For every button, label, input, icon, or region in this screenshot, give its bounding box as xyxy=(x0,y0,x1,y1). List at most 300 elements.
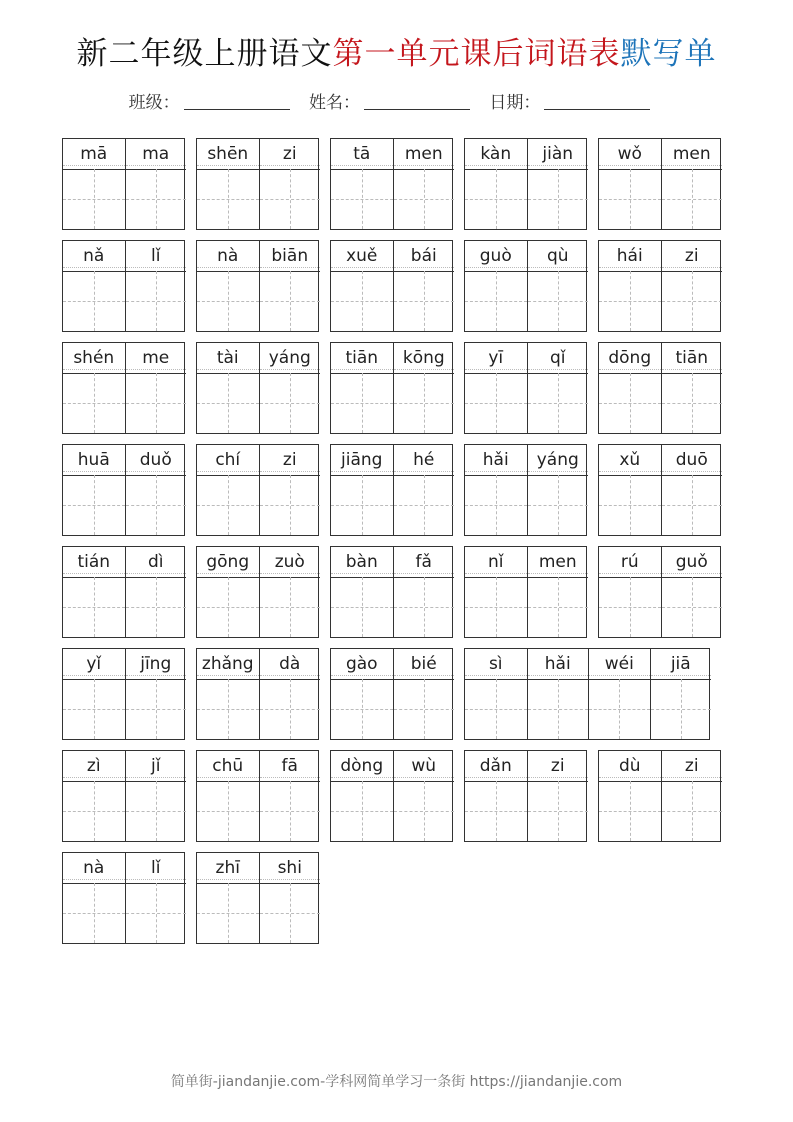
writing-square[interactable] xyxy=(662,577,723,637)
character-cell[interactable] xyxy=(331,445,393,535)
character-cell[interactable] xyxy=(661,343,723,433)
character-cell[interactable] xyxy=(527,241,589,331)
word-box xyxy=(598,750,721,842)
word-box xyxy=(196,240,319,332)
writing-square[interactable] xyxy=(394,577,455,637)
word-box xyxy=(330,444,453,536)
character-cell[interactable] xyxy=(259,445,321,535)
word-box xyxy=(598,546,721,638)
writing-square[interactable] xyxy=(63,373,125,433)
writing-square[interactable] xyxy=(662,373,723,433)
name-label: 姓名： xyxy=(309,93,360,113)
guide-line-vertical xyxy=(692,373,693,433)
character-cell[interactable] xyxy=(331,343,393,433)
writing-square[interactable] xyxy=(331,475,393,535)
guide-line-vertical xyxy=(94,679,95,739)
character-cell[interactable] xyxy=(259,547,321,637)
guide-line-vertical xyxy=(228,679,229,739)
character-cell[interactable] xyxy=(599,343,661,433)
writing-square[interactable] xyxy=(465,781,527,841)
pinyin-label: lǐ xyxy=(126,853,187,884)
pinyin-label: tài xyxy=(197,343,259,374)
character-cell[interactable] xyxy=(661,751,723,841)
pinyin-label: wù xyxy=(394,751,455,782)
guide-line-vertical xyxy=(290,883,291,943)
guide-line-vertical xyxy=(156,883,157,943)
writing-square[interactable] xyxy=(197,781,259,841)
word-box xyxy=(330,648,453,740)
guide-line-vertical xyxy=(630,475,631,535)
writing-square[interactable] xyxy=(197,577,259,637)
pinyin-label: nǎ xyxy=(63,241,125,272)
guide-line-vertical xyxy=(424,373,425,433)
writing-square[interactable] xyxy=(599,373,661,433)
guide-line-vertical xyxy=(692,271,693,331)
character-cell[interactable] xyxy=(527,751,589,841)
guide-line-vertical xyxy=(94,883,95,943)
writing-square[interactable] xyxy=(394,373,455,433)
writing-square[interactable] xyxy=(126,679,187,739)
guide-line-vertical xyxy=(156,271,157,331)
writing-square[interactable] xyxy=(662,169,723,229)
writing-square[interactable] xyxy=(126,169,187,229)
writing-square[interactable] xyxy=(465,679,527,739)
writing-square[interactable] xyxy=(126,271,187,331)
guide-line-vertical xyxy=(156,679,157,739)
word-box xyxy=(196,546,319,638)
guide-line-vertical xyxy=(290,781,291,841)
word-box xyxy=(330,342,453,434)
pinyin-label: jiāng xyxy=(331,445,393,476)
writing-square[interactable] xyxy=(394,271,455,331)
character-cell[interactable] xyxy=(125,649,187,739)
writing-square[interactable] xyxy=(528,169,589,229)
character-cell[interactable] xyxy=(465,241,527,331)
pinyin-label: dù xyxy=(599,751,661,782)
character-cell[interactable] xyxy=(393,241,455,331)
character-cell[interactable] xyxy=(63,241,125,331)
pinyin-label: zuò xyxy=(260,547,321,578)
name-blank[interactable] xyxy=(364,93,470,110)
character-cell[interactable] xyxy=(599,751,661,841)
pinyin-label: tiān xyxy=(331,343,393,374)
character-cell[interactable] xyxy=(197,139,259,229)
guide-line-vertical xyxy=(496,373,497,433)
pinyin-label: hé xyxy=(394,445,455,476)
character-cell[interactable] xyxy=(197,445,259,535)
character-cell[interactable] xyxy=(197,343,259,433)
guide-line-vertical xyxy=(94,373,95,433)
writing-square[interactable] xyxy=(331,577,393,637)
writing-square[interactable] xyxy=(528,781,589,841)
word-box xyxy=(62,240,185,332)
guide-line-vertical xyxy=(496,577,497,637)
character-cell[interactable] xyxy=(259,241,321,331)
pinyin-label: chū xyxy=(197,751,259,782)
guide-line-vertical xyxy=(558,373,559,433)
writing-square[interactable] xyxy=(197,373,259,433)
writing-square[interactable] xyxy=(528,271,589,331)
pinyin-label: zhǎng xyxy=(197,649,259,680)
writing-square[interactable] xyxy=(260,679,321,739)
guide-line-vertical xyxy=(496,781,497,841)
pinyin-label: tián xyxy=(63,547,125,578)
character-cell[interactable] xyxy=(599,241,661,331)
character-cell[interactable] xyxy=(465,649,527,739)
pinyin-label: chí xyxy=(197,445,259,476)
character-cell[interactable] xyxy=(197,547,259,637)
writing-square[interactable] xyxy=(126,883,187,943)
character-cell[interactable] xyxy=(259,343,321,433)
pinyin-label: jīng xyxy=(126,649,187,680)
guide-line-vertical xyxy=(362,169,363,229)
pinyin-label: bàn xyxy=(331,547,393,578)
character-cell[interactable] xyxy=(331,139,393,229)
character-cell[interactable] xyxy=(527,547,589,637)
writing-square[interactable] xyxy=(599,781,661,841)
word-box xyxy=(62,852,185,944)
student-info-line xyxy=(0,88,793,113)
writing-square[interactable] xyxy=(465,475,527,535)
writing-square[interactable] xyxy=(260,883,321,943)
guide-line-vertical xyxy=(156,781,157,841)
word-box xyxy=(196,342,319,434)
pinyin-label: dōng xyxy=(599,343,661,374)
writing-square[interactable] xyxy=(662,475,723,535)
pinyin-label: wǒ xyxy=(599,139,661,170)
guide-line-vertical xyxy=(558,475,559,535)
character-cell[interactable] xyxy=(331,649,393,739)
writing-square[interactable] xyxy=(651,679,712,739)
word-box xyxy=(464,342,587,434)
date-label: 日期： xyxy=(489,93,541,113)
guide-line-vertical xyxy=(94,271,95,331)
writing-square[interactable] xyxy=(260,169,321,229)
word-box xyxy=(62,750,185,842)
guide-line-vertical xyxy=(362,475,363,535)
writing-square[interactable] xyxy=(599,271,661,331)
word-box xyxy=(330,240,453,332)
writing-square[interactable] xyxy=(260,475,321,535)
writing-square[interactable] xyxy=(63,475,125,535)
word-box xyxy=(62,138,185,230)
writing-square[interactable] xyxy=(528,475,589,535)
word-box xyxy=(598,342,721,434)
character-cell[interactable] xyxy=(465,547,527,637)
character-cell[interactable] xyxy=(393,445,455,535)
pinyin-label: hǎi xyxy=(465,445,527,476)
writing-square[interactable] xyxy=(394,679,455,739)
guide-line-vertical xyxy=(424,679,425,739)
character-cell[interactable] xyxy=(661,241,723,331)
character-cell[interactable] xyxy=(599,445,661,535)
writing-square[interactable] xyxy=(394,169,455,229)
writing-square[interactable] xyxy=(528,373,589,433)
writing-square[interactable] xyxy=(599,169,661,229)
character-cell[interactable] xyxy=(465,139,527,229)
character-cell[interactable] xyxy=(527,649,589,739)
writing-square[interactable] xyxy=(465,169,527,229)
pinyin-label: shēn xyxy=(197,139,259,170)
word-box xyxy=(62,546,185,638)
character-cell[interactable] xyxy=(125,751,187,841)
pinyin-label: zi xyxy=(662,751,723,782)
character-cell[interactable] xyxy=(259,853,321,943)
character-cell[interactable] xyxy=(125,445,187,535)
guide-line-vertical xyxy=(94,169,95,229)
writing-square[interactable] xyxy=(589,679,650,739)
pinyin-label: jiā xyxy=(651,649,712,680)
writing-square[interactable] xyxy=(260,271,321,331)
guide-line-vertical xyxy=(290,169,291,229)
guide-line-vertical xyxy=(362,373,363,433)
pinyin-label: dòng xyxy=(331,751,393,782)
class-blank[interactable] xyxy=(184,93,290,110)
guide-line-vertical xyxy=(692,781,693,841)
writing-square[interactable] xyxy=(63,781,125,841)
character-cell[interactable] xyxy=(63,853,125,943)
pinyin-label: zi xyxy=(662,241,723,272)
writing-square[interactable] xyxy=(197,679,259,739)
word-box xyxy=(330,546,453,638)
guide-line-vertical xyxy=(424,475,425,535)
pinyin-label: guò xyxy=(465,241,527,272)
writing-square[interactable] xyxy=(331,679,393,739)
character-cell[interactable] xyxy=(393,649,455,739)
guide-line-vertical xyxy=(362,781,363,841)
guide-line-vertical xyxy=(228,781,229,841)
word-box xyxy=(330,750,453,842)
character-cell[interactable] xyxy=(650,649,712,739)
pinyin-label: bái xyxy=(394,241,455,272)
character-cell[interactable] xyxy=(63,751,125,841)
writing-square[interactable] xyxy=(465,577,527,637)
pinyin-label: zi xyxy=(528,751,589,782)
character-cell[interactable] xyxy=(197,649,259,739)
character-cell[interactable] xyxy=(393,343,455,433)
writing-square[interactable] xyxy=(331,781,393,841)
page-title xyxy=(0,28,793,73)
pinyin-label: kōng xyxy=(394,343,455,374)
character-cell[interactable] xyxy=(599,139,661,229)
guide-line-vertical xyxy=(228,577,229,637)
guide-line-vertical xyxy=(681,679,682,739)
guide-line-vertical xyxy=(558,781,559,841)
writing-square[interactable] xyxy=(662,781,723,841)
pinyin-label: zi xyxy=(260,445,321,476)
character-cell[interactable] xyxy=(63,445,125,535)
guide-line-vertical xyxy=(362,271,363,331)
pinyin-label: tā xyxy=(331,139,393,170)
guide-line-vertical xyxy=(156,577,157,637)
writing-square[interactable] xyxy=(126,373,187,433)
writing-square[interactable] xyxy=(260,373,321,433)
writing-square[interactable] xyxy=(63,577,125,637)
pinyin-label: gōng xyxy=(197,547,259,578)
character-cell[interactable] xyxy=(125,139,187,229)
guide-line-vertical xyxy=(424,577,425,637)
pinyin-label: men xyxy=(394,139,455,170)
pinyin-label: duǒ xyxy=(126,445,187,476)
character-cell[interactable] xyxy=(125,853,187,943)
character-cell[interactable] xyxy=(527,445,589,535)
class-label: 班级： xyxy=(128,93,180,113)
writing-square[interactable] xyxy=(197,883,259,943)
character-cell[interactable] xyxy=(63,343,125,433)
writing-square[interactable] xyxy=(394,475,455,535)
character-cell[interactable] xyxy=(465,751,527,841)
writing-square[interactable] xyxy=(260,577,321,637)
writing-square[interactable] xyxy=(465,373,527,433)
character-cell[interactable] xyxy=(259,751,321,841)
writing-square[interactable] xyxy=(126,781,187,841)
pinyin-label: rú xyxy=(599,547,661,578)
guide-line-vertical xyxy=(94,577,95,637)
guide-line-vertical xyxy=(496,271,497,331)
character-cell[interactable] xyxy=(125,547,187,637)
character-cell[interactable] xyxy=(197,853,259,943)
character-cell[interactable] xyxy=(661,547,723,637)
guide-line-vertical xyxy=(424,781,425,841)
pinyin-label: jiàn xyxy=(528,139,589,170)
title-part-black: 新二年级上册语文 xyxy=(76,36,333,72)
character-cell[interactable] xyxy=(588,649,650,739)
character-cell[interactable] xyxy=(661,139,723,229)
writing-square[interactable] xyxy=(331,373,393,433)
guide-line-vertical xyxy=(558,679,559,739)
guide-line-vertical xyxy=(630,271,631,331)
writing-square[interactable] xyxy=(63,883,125,943)
guide-line-vertical xyxy=(558,577,559,637)
guide-line-vertical xyxy=(692,169,693,229)
word-box xyxy=(62,648,185,740)
guide-line-vertical xyxy=(228,169,229,229)
guide-line-vertical xyxy=(290,679,291,739)
pinyin-label: yī xyxy=(465,343,527,374)
writing-square[interactable] xyxy=(63,169,125,229)
word-box xyxy=(62,444,185,536)
character-cell[interactable] xyxy=(63,547,125,637)
footer: 简单街-jiandanjie.com-学科网简单学习一条街 https://jiandanjie.com xyxy=(170,1074,623,1090)
writing-square[interactable] xyxy=(662,271,723,331)
guide-line-vertical xyxy=(94,475,95,535)
character-cell[interactable] xyxy=(125,343,187,433)
character-cell[interactable] xyxy=(331,241,393,331)
pinyin-label: sì xyxy=(465,649,527,680)
writing-square[interactable] xyxy=(599,577,661,637)
character-cell[interactable] xyxy=(393,751,455,841)
pinyin-label: ma xyxy=(126,139,187,170)
writing-square[interactable] xyxy=(197,271,259,331)
guide-line-vertical xyxy=(630,781,631,841)
guide-line-vertical xyxy=(424,271,425,331)
character-cell[interactable] xyxy=(393,139,455,229)
writing-square[interactable] xyxy=(126,577,187,637)
pinyin-label: men xyxy=(528,547,589,578)
word-box xyxy=(464,750,587,842)
pinyin-label: shi xyxy=(260,853,321,884)
guide-line-vertical xyxy=(228,883,229,943)
guide-line-vertical xyxy=(496,475,497,535)
character-cell[interactable] xyxy=(197,241,259,331)
guide-line-vertical xyxy=(558,169,559,229)
word-box xyxy=(464,444,587,536)
character-cell[interactable] xyxy=(661,445,723,535)
character-cell[interactable] xyxy=(259,139,321,229)
guide-line-vertical xyxy=(692,577,693,637)
pinyin-label: nà xyxy=(197,241,259,272)
writing-square[interactable] xyxy=(394,781,455,841)
writing-square[interactable] xyxy=(331,271,393,331)
pinyin-label: fā xyxy=(260,751,321,782)
writing-square[interactable] xyxy=(260,781,321,841)
writing-square[interactable] xyxy=(465,271,527,331)
pinyin-label: nà xyxy=(63,853,125,884)
writing-square[interactable] xyxy=(528,577,589,637)
character-cell[interactable] xyxy=(63,649,125,739)
pinyin-label: wéi xyxy=(589,649,650,680)
pinyin-label: dà xyxy=(260,649,321,680)
word-box xyxy=(196,444,319,536)
pinyin-label: hǎi xyxy=(528,649,589,680)
guide-line-vertical xyxy=(156,373,157,433)
pinyin-label: dǎn xyxy=(465,751,527,782)
writing-square[interactable] xyxy=(126,475,187,535)
pinyin-label: shén xyxy=(63,343,125,374)
guide-line-vertical xyxy=(94,781,95,841)
character-cell[interactable] xyxy=(331,751,393,841)
guide-line-vertical xyxy=(496,169,497,229)
pinyin-label: qù xyxy=(528,241,589,272)
word-box xyxy=(62,342,185,434)
pinyin-label: zì xyxy=(63,751,125,782)
character-cell[interactable] xyxy=(527,139,589,229)
character-cell[interactable] xyxy=(465,445,527,535)
pinyin-label: tiān xyxy=(662,343,723,374)
character-cell[interactable] xyxy=(197,751,259,841)
word-box xyxy=(598,240,721,332)
writing-square[interactable] xyxy=(63,679,125,739)
pinyin-label: jǐ xyxy=(126,751,187,782)
guide-line-vertical xyxy=(362,679,363,739)
word-box xyxy=(598,444,721,536)
character-cell[interactable] xyxy=(259,649,321,739)
guide-line-vertical xyxy=(362,577,363,637)
character-cell[interactable] xyxy=(599,547,661,637)
writing-square[interactable] xyxy=(197,169,259,229)
writing-square[interactable] xyxy=(63,271,125,331)
writing-square[interactable] xyxy=(599,475,661,535)
guide-line-vertical xyxy=(228,271,229,331)
writing-square[interactable] xyxy=(331,169,393,229)
character-cell[interactable] xyxy=(125,241,187,331)
writing-square[interactable] xyxy=(197,475,259,535)
character-cell[interactable] xyxy=(527,343,589,433)
writing-square[interactable] xyxy=(528,679,589,739)
word-box xyxy=(330,138,453,230)
word-box xyxy=(464,648,710,740)
pinyin-label: yáng xyxy=(528,445,589,476)
character-cell[interactable] xyxy=(63,139,125,229)
title-part-red: 第一单元课后词语表 xyxy=(332,36,621,72)
character-cell[interactable] xyxy=(465,343,527,433)
character-cell[interactable] xyxy=(331,547,393,637)
date-blank[interactable] xyxy=(544,93,650,110)
pinyin-label: yǐ xyxy=(63,649,125,680)
character-cell[interactable] xyxy=(393,547,455,637)
pinyin-label: guǒ xyxy=(662,547,723,578)
pinyin-label: huā xyxy=(63,445,125,476)
